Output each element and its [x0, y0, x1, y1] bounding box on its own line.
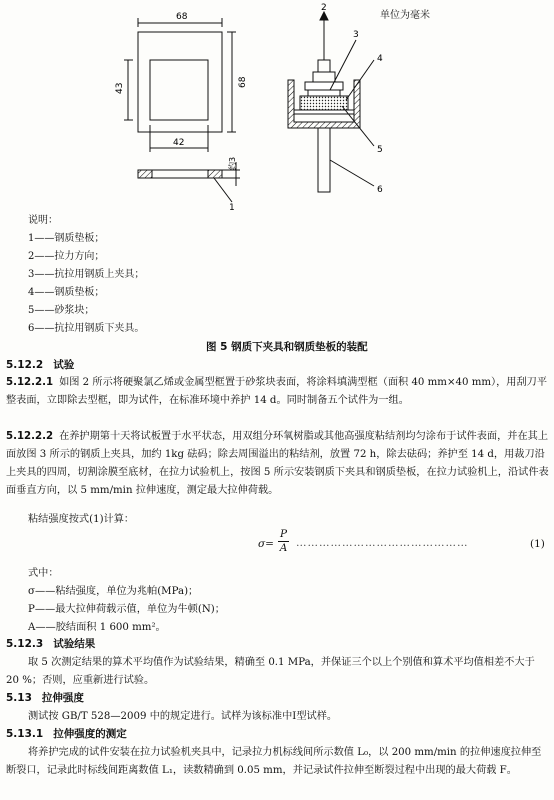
- callout-4: 4: [377, 54, 383, 64]
- figure-caption: 图 5 钢质下夹具和钢质垫板的装配: [206, 341, 368, 353]
- clause-number: 5.12.2.2: [6, 431, 54, 442]
- legend-item: 2——拉力方向；: [28, 251, 105, 262]
- callout-3: 3: [353, 30, 359, 40]
- clause-number: 5.12.2.1: [6, 377, 54, 388]
- definition-item: P——最大拉伸荷载示值，单位为牛顿(N)；: [28, 604, 225, 615]
- dim-inner-width: 42: [173, 138, 185, 148]
- section-number: 5.12.2: [6, 359, 44, 371]
- section-number: 5.13.1: [6, 728, 44, 740]
- paragraph-5-13: 测试按 GB/T 528—2009 中的规定进行。试样为该标准中Ⅰ型试样。: [28, 711, 338, 722]
- dim-right-height: 68: [238, 76, 248, 88]
- paragraph-5-12-2-1: [6, 374, 549, 410]
- section-title: 拉伸强度的测定: [53, 728, 127, 740]
- figure-5-drawing: [0, 0, 554, 210]
- callout-1: 1: [229, 203, 235, 210]
- section-number: 5.12.3: [6, 638, 44, 650]
- paragraph-5-12-3: 取 5 次测定结果的算术平均值作为试验结果，精确至 0.1 MPa，并保证三个以上个别值和算术平均值相差不大于 20 %；否则，应重新进行试验。: [6, 657, 535, 686]
- legend-item: 3——抗拉用钢质上夹具；: [28, 269, 145, 280]
- legend-item: 5——砂浆块；: [28, 305, 95, 316]
- equation-number: (1): [530, 538, 545, 550]
- where-label: 式中：: [28, 568, 59, 579]
- callout-5: 5: [377, 145, 383, 155]
- dim-left-height: 43: [115, 82, 125, 94]
- assembly-view: [288, 12, 374, 192]
- legend-item: 6——抗拉用钢质下夹具。: [28, 323, 145, 334]
- dim-top-width: 68: [176, 12, 188, 22]
- section-heading-5-12-3: [6, 636, 95, 651]
- legend-title: 说明：: [28, 215, 58, 226]
- section-heading-5-13-1: [6, 726, 127, 741]
- definition-item: A——胶结面积 1 600 mm²。: [28, 622, 166, 633]
- section-title: 试验: [53, 359, 75, 371]
- definition-item: σ——粘结强度，单位为兆帕(MPa)；: [28, 586, 199, 597]
- formula-numerator: P: [280, 528, 288, 540]
- formula-leader-dots: ………………………………………: [296, 537, 469, 549]
- plate-section: [138, 162, 240, 202]
- section-number: 5.13: [6, 692, 32, 704]
- formula-denominator: A: [279, 542, 288, 554]
- formula-lhs: σ=: [258, 538, 274, 550]
- formula-intro: 粘结强度按式(1)计算：: [28, 514, 135, 525]
- plate-plan-view: [124, 18, 236, 152]
- section-heading-5-12-2: [6, 357, 74, 372]
- section-title: 试验结果: [53, 638, 96, 650]
- formula-fraction: [278, 528, 289, 555]
- clause-text: 如图 2 所示将硬聚氯乙烯或金属型框置于砂浆块表面，将涂料填满型框（面积 40 mm×40 mm），用刮刀平整表面，立即除去型框，即为试件，在标准环境中养护 14 d。同时制备五个试件为一组。: [6, 377, 548, 406]
- legend-item: 4——钢质垫板；: [28, 287, 105, 298]
- paragraph-5-12-2-2: [6, 428, 549, 500]
- callout-2: 2: [321, 3, 327, 13]
- section-heading-5-13: [6, 690, 84, 705]
- legend-item: 1——钢质垫板；: [28, 233, 105, 244]
- callout-6: 6: [377, 185, 383, 195]
- unit-note: 单位为毫米: [380, 10, 430, 21]
- clause-text: 在养护期第十天将试板置于水平状态，用双组分环氧树脂或其他高强度粘结剂均匀涂布于试件表面，并在其上面放图 3 所示的钢质上夹具，加约 1kg 砝码；除去周围溢出的粘结剂，放置 72 h，除去砝码；养护至 14 d，用裁刀沿上夹具的四周，切割涂膜至底材，在拉力试验机上，按图 5 所示安装钢质下夹具和钢质垫板，在拉力试验机上，沿试件表面垂直方向，以 5 mm/min 拉伸速度，测定最大拉伸荷载。: [6, 431, 549, 496]
- section-title: 拉伸强度: [41, 692, 84, 704]
- paragraph-5-13-1: 将养护完成的试件安装在拉力试验机夹具中，记录拉力机标线间所示数值 L₀，以 200 mm/min 的拉伸速度拉伸至断裂口，记录此时标线间距离数值 L₁，读数精确到 0.05 mm，并记录试件拉伸至断裂过程中出现的最大荷载 F。: [6, 747, 542, 776]
- dim-thickness: 约3: [228, 156, 237, 170]
